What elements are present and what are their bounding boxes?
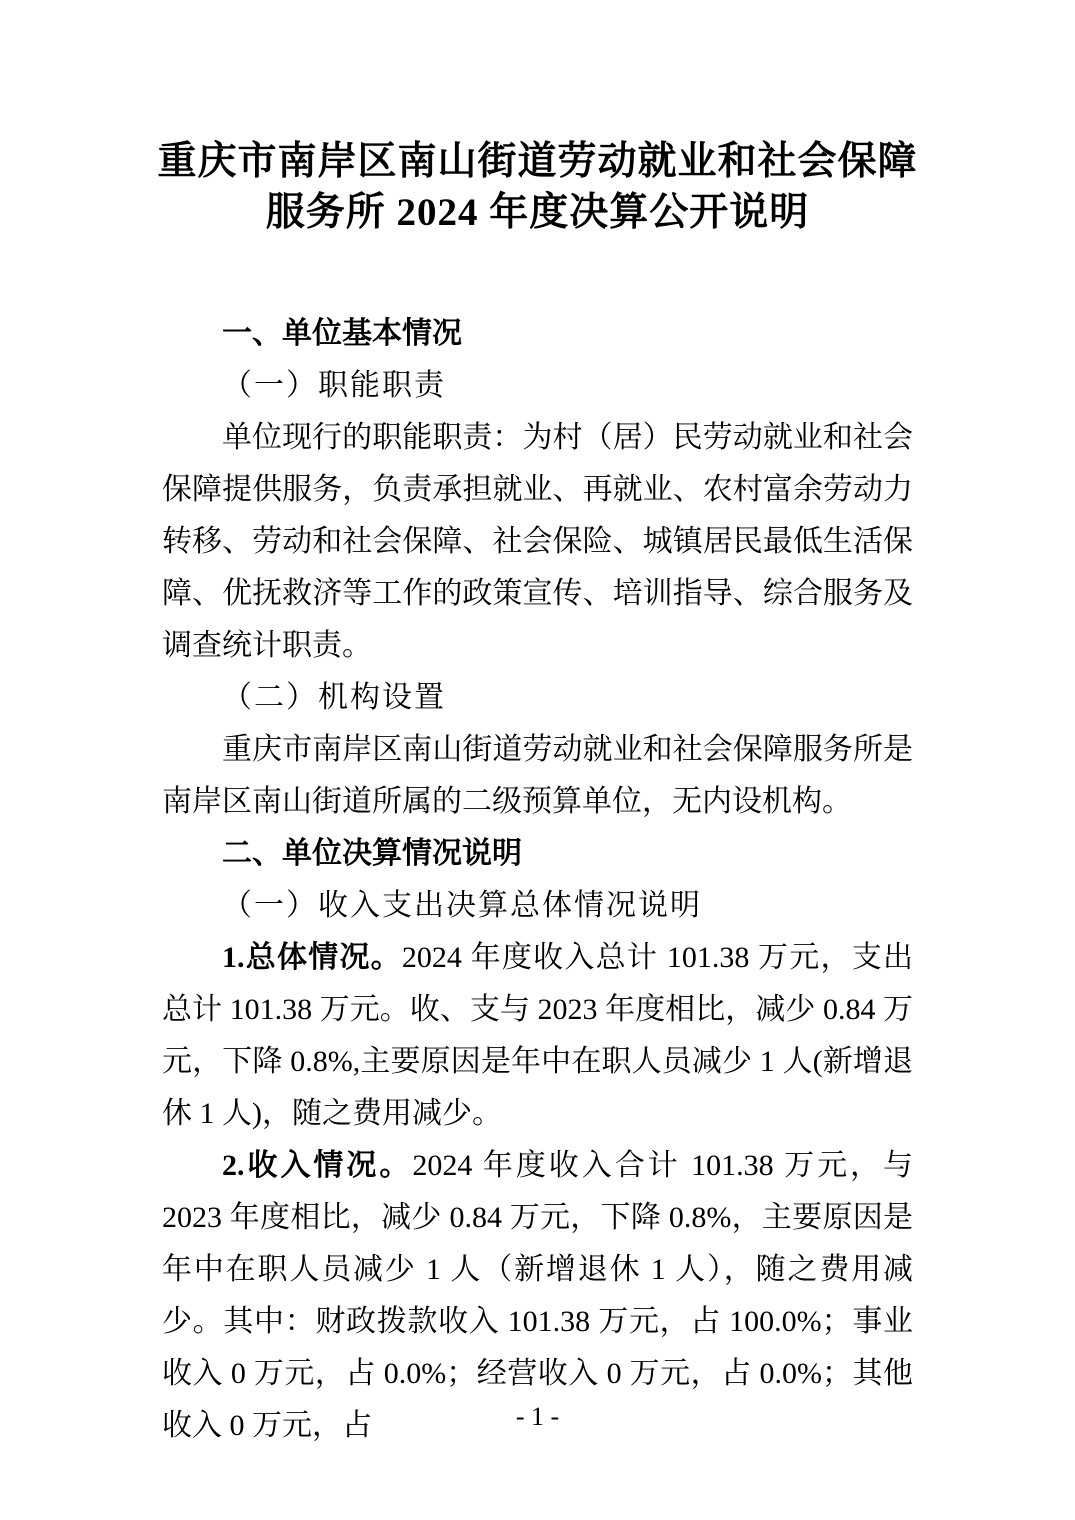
subsection-heading-org-setup: （二）机构设置: [222, 681, 446, 714]
paragraph-income-situation-lead: 2.收入情况。: [222, 1149, 413, 1182]
section-heading-final-accounts: 二、单位决算情况说明: [222, 837, 522, 870]
subsection-heading-functions: （一）职能职责: [222, 369, 446, 402]
paragraph-income-situation-text: 2024 年度收入合计 101.38 万元，与 2023 年度相比，减少 0.84 万元，下降 0.8%，主要原因是年中在职人员减少 1 人（新增退休 1 人），随之费用减少。其中：财政拨款收入 101.38 万元，占 100.0%；事业收入 0 万元，占 0.0%；经营收入 0 万元，占 0.0%；其他收入 0 万元，占: [162, 1149, 914, 1442]
paragraph-overall-situation-lead: 1.总体情况。: [222, 941, 402, 974]
paragraph-functions: 单位现行的职能职责：为村（居）民劳动就业和社会保障提供服务，负责承担就业、再就业、农村富余劳动力转移、劳动和社会保障、社会保险、城镇居民最低生活保障、优抚救济等工作的政策宣传、培训指导、综合服务及调查统计职责。: [162, 421, 913, 662]
section-heading-unit-basic-info: 一、单位基本情况: [222, 317, 462, 350]
page-title-line-1: 重庆市南岸区南山街道劳动就业和社会保障: [157, 140, 918, 183]
subsection-heading-income-expense-overview: （一）收入支出决算总体情况说明: [222, 889, 702, 922]
paragraph-overall-situation: [162, 932, 913, 1140]
paragraph-org-setup: 重庆市南岸区南山街道劳动就业和社会保障服务所是南岸区南山街道所属的二级预算单位，无内设机构。: [162, 733, 913, 818]
page-title: [0, 0, 1075, 238]
paragraph-overall-situation-text: 2024 年度收入总计 101.38 万元，支出总计 101.38 万元。收、支与 2023 年度相比，减少 0.84 万元，下降 0.8%,主要原因是年中在职人员减少 1 人(新增退休 1 人)，随之费用减少。: [162, 941, 914, 1130]
document-body: [162, 308, 913, 1452]
page-number: - 1 -: [515, 1402, 560, 1431]
page-title-line-2: 服务所 2024 年度决算公开说明: [265, 191, 810, 234]
